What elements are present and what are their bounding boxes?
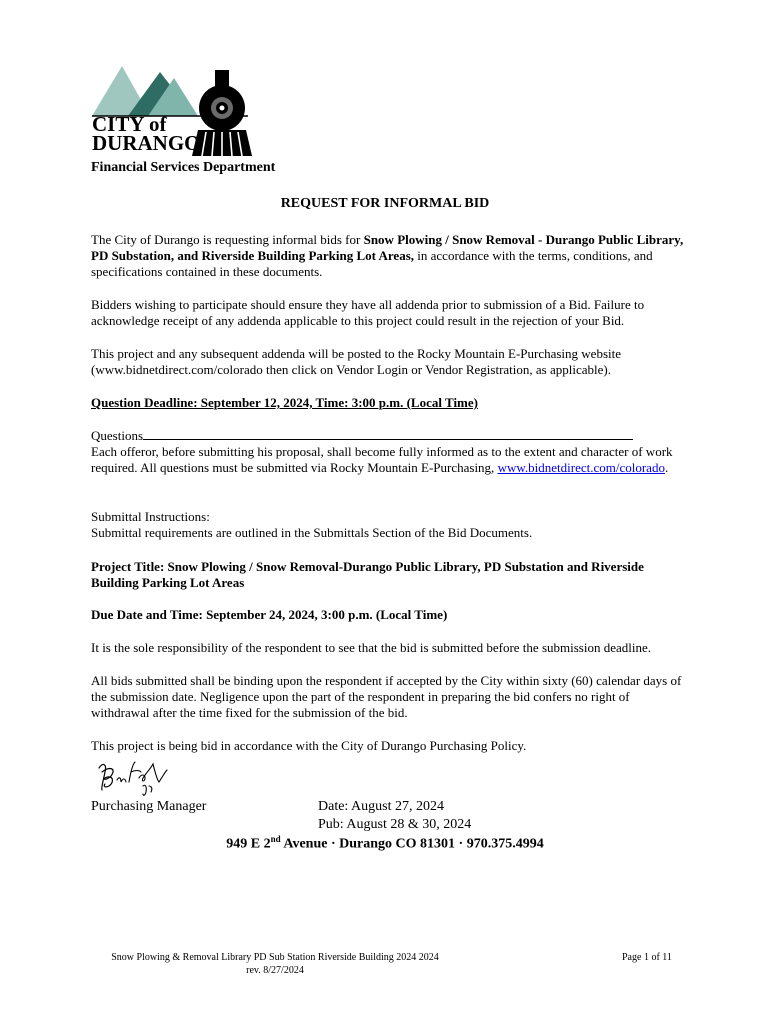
city-address: 949 E 2nd Avenue · Durango CO 81301 · 970.375.4994: [226, 834, 544, 852]
purchasing-manager-label: Purchasing Manager: [91, 799, 207, 814]
due-date: Due Date and Time: September 24, 2024, 3:00 p.m. (Local Time): [91, 607, 448, 622]
binding-paragraph: All bids submitted shall be binding upon the respondent if accepted by the City within sixty (60) calendar days of the submission date. Negligence upon the part of the respondent in preparing the bid confers no right of withdrawal after the time fixed for the submission of the bid.: [91, 673, 682, 721]
website-paragraph: This project and any subsequent addenda will be posted to the Rocky Mountain E-Purchasing website (www.bidnetdirect.com/colorado then click on Vendor Login or Vendor Registration, as applicable).: [91, 346, 621, 378]
svg-text:DURANGO: DURANGO: [92, 131, 201, 155]
intro-paragraph: The City of Durango is requesting informal bids for Snow Plowing / Snow Removal - Durango Public Library, PD Substation, and Riverside Building Parking Lot Areas, in accordance with the terms, conditions, and specifications contained in these documents.: [91, 232, 684, 280]
bidnet-link[interactable]: www.bidnetdirect.com/colorado: [497, 460, 665, 476]
question-deadline: Question Deadline: September 12, 2024, Time: 3:00 p.m. (Local Time): [91, 395, 478, 410]
submittal-heading: Submittal Instructions:: [91, 509, 210, 524]
policy-paragraph: This project is being bid in accordance with the City of Durango Purchasing Policy.: [91, 738, 527, 753]
department-name: Financial Services Department: [91, 160, 276, 175]
submittal-paragraph: Submittal requirements are outlined in the Submittals Section of the Bid Documents.: [91, 525, 533, 540]
questions-heading: Questions: [91, 427, 691, 444]
signature-date: Date: August 27, 2024: [318, 799, 444, 814]
footer-document-name: Snow Plowing & Removal Library PD Sub Station Riverside Building 2024 2024: [111, 952, 439, 963]
footer-page-number: Page 1 of 11: [622, 952, 672, 963]
project-title: Project Title: Snow Plowing / Snow Removal-Durango Public Library, PD Substation and Riverside Building Parking Lot Areas: [91, 559, 644, 591]
questions-paragraph: Each offeror, before submitting his proposal, shall become fully informed as to the extent and character of work required. All questions must be submitted via Rocky Mountain E-Purchasing, www.bidnetdirect.com/colorado.: [91, 444, 673, 476]
signature: [93, 758, 173, 798]
publication-dates: Pub: August 28 & 30, 2024: [318, 817, 472, 832]
city-of-durango-logo: [88, 64, 258, 164]
responsibility-paragraph: It is the sole responsibility of the respondent to see that the bid is submitted before the submission deadline.: [91, 640, 651, 655]
svg-text:CITY of: CITY of: [92, 112, 167, 136]
footer-revision: rev. 8/27/2024: [246, 965, 304, 976]
questions-rule: [143, 427, 633, 440]
document-title: REQUEST FOR INFORMAL BID: [280, 196, 490, 211]
addenda-paragraph: Bidders wishing to participate should ensure they have all addenda prior to submission of a Bid. Failure to acknowledge receipt of any addenda applicable to this project could result in the rejection of your Bid.: [91, 297, 645, 329]
